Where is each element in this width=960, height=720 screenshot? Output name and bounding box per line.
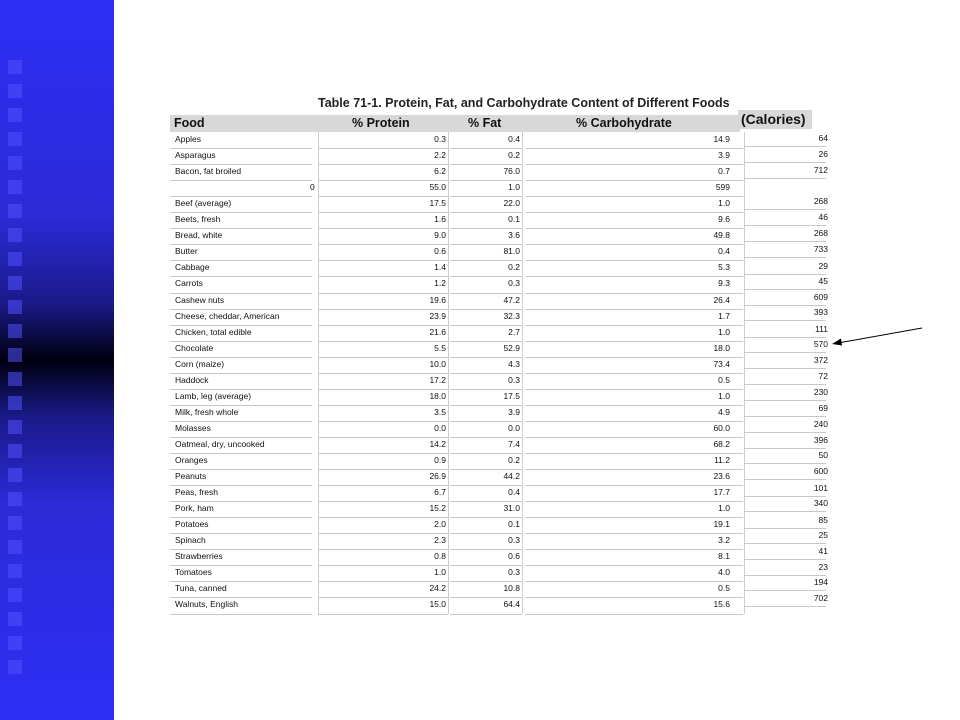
cell-food: Milk, fresh whole: [175, 406, 239, 417]
cell-fat: 81.0: [503, 246, 520, 257]
cell-fat: 32.3: [503, 310, 520, 321]
calorie-divider: [744, 162, 826, 163]
calorie-divider: [744, 479, 826, 480]
calorie-divider: [744, 463, 826, 464]
table-row: [170, 453, 745, 469]
calorie-divider: [744, 241, 826, 242]
cell-fat: 64.4: [503, 599, 520, 610]
calorie-divider: [744, 225, 826, 226]
cell-protein: 23.9: [429, 310, 446, 321]
table-row: [170, 260, 745, 276]
table-row: [170, 164, 745, 180]
table-row: [170, 501, 745, 517]
cell-protein: 2.0: [434, 519, 446, 530]
cell-carb: 0.7: [718, 166, 730, 177]
cell-carb: 68.2: [713, 438, 730, 449]
calorie-value: 46: [818, 212, 828, 222]
calorie-divider: [744, 511, 826, 512]
calorie-value: 26: [818, 149, 828, 159]
cell-carb: 1.0: [718, 326, 730, 337]
cell-protein: 15.0: [429, 599, 446, 610]
cell-carb: 15.6: [713, 599, 730, 610]
cell-carb: 9.3: [718, 278, 730, 289]
cell-carb: 26.4: [713, 294, 730, 305]
cell-carb: 60.0: [713, 422, 730, 433]
table-row: [170, 244, 745, 260]
cell-carb: 599: [715, 182, 730, 193]
cell-protein: 2.2: [434, 150, 446, 161]
cell-fat: 44.2: [503, 471, 520, 482]
cell-fat: 47.2: [503, 294, 520, 305]
cell-food: Butter: [175, 246, 198, 257]
cell-protein: 5.5: [434, 342, 446, 353]
table-row: [170, 517, 745, 533]
table-row: [170, 581, 745, 597]
calorie-divider: [744, 368, 826, 369]
cell-carb: 19.1: [713, 519, 730, 530]
table-row: [170, 341, 745, 357]
cell-protein: 15.2: [429, 503, 446, 514]
cell-carb: 4.0: [718, 567, 730, 578]
cell-food: Cashew nuts: [175, 294, 225, 305]
cell-food: Strawberries: [175, 551, 223, 562]
calorie-divider: [744, 543, 826, 544]
cell-fat: 0.3: [508, 374, 520, 385]
cell-carb: 5.3: [718, 262, 730, 273]
cell-fat: 0.4: [508, 134, 520, 144]
calorie-divider: [744, 289, 826, 290]
cell-carb: 49.8: [713, 230, 730, 241]
table-row: [170, 212, 745, 228]
table-row: [170, 485, 745, 501]
cell-food: Asparagus: [175, 150, 216, 161]
cell-fat: 0.2: [508, 150, 520, 161]
calorie-value: 45: [818, 276, 828, 286]
cell-protein: 0.6: [434, 246, 446, 257]
header-food: Food: [174, 116, 205, 130]
calorie-value: 268: [813, 228, 828, 238]
calorie-value: 396: [813, 435, 828, 445]
table-title: Table 71-1. Protein, Fat, and Carbohydrate Content of Different Foods: [318, 96, 730, 110]
table-header: [170, 115, 740, 132]
table-row: [170, 357, 745, 373]
cell-food: Peanuts: [175, 471, 207, 482]
cell-fat: 0.6: [508, 551, 520, 562]
cell-fat: 10.8: [503, 583, 520, 594]
cell-carb: 0.5: [718, 583, 730, 594]
cell-food: Beef (average): [175, 198, 232, 209]
cell-food: Haddock: [175, 374, 209, 385]
cell-protein: 24.2: [429, 583, 446, 594]
decorative-sidebar: [0, 0, 114, 720]
cell-fat: 7.4: [508, 438, 520, 449]
calorie-value: 340: [813, 498, 828, 508]
table-row: [170, 565, 745, 581]
cell-protein: 2.3: [434, 535, 446, 546]
table-row: [170, 293, 745, 309]
calorie-divider: [744, 432, 826, 433]
cell-food: Chicken, total edible: [175, 326, 252, 337]
cell-protein: 9.0: [434, 230, 446, 241]
calorie-divider: [744, 178, 826, 179]
cell-carb: 73.4: [713, 358, 730, 369]
cell-protein: 1.2: [434, 278, 446, 289]
calorie-divider: [744, 352, 826, 353]
table-row: [170, 421, 745, 437]
cell-food: Molasses: [175, 422, 211, 433]
calorie-divider: [744, 496, 826, 497]
cell-protein: 26.9: [429, 471, 446, 482]
cell-protein: 1.6: [434, 214, 446, 225]
table-row: [170, 469, 745, 485]
cell-marker: 0: [310, 182, 315, 193]
calorie-value: 268: [813, 196, 828, 206]
cell-carb: 0.4: [718, 246, 730, 257]
cell-protein: 17.5: [429, 198, 446, 209]
table-row: [170, 405, 745, 421]
cell-protein: 55.0: [429, 182, 446, 193]
cell-food: Bread, white: [175, 230, 223, 241]
calorie-value: 702: [813, 593, 828, 603]
cell-carb: 11.2: [714, 455, 730, 465]
table-row: [170, 180, 745, 196]
calorie-divider: [744, 590, 826, 591]
cell-fat: 76.0: [503, 166, 520, 177]
calorie-value: 72: [818, 371, 828, 381]
calorie-value: 25: [818, 530, 828, 540]
calorie-value: 50: [818, 450, 828, 460]
cell-fat: 0.0: [508, 422, 520, 433]
cell-carb: 1.7: [718, 310, 730, 321]
calorie-value: 570: [813, 339, 828, 349]
table-row: [170, 533, 745, 549]
table-row: [170, 325, 745, 341]
cell-protein: 10.0: [429, 358, 446, 369]
cell-carb: 4.9: [718, 406, 730, 417]
table-row: [170, 148, 745, 164]
calorie-value: 393: [813, 307, 828, 317]
calorie-divider: [744, 448, 826, 449]
cell-protein: 0.9: [434, 455, 446, 465]
cell-fat: 17.5: [503, 390, 520, 401]
calorie-divider: [744, 559, 826, 560]
header-carb: % Carbohydrate: [576, 116, 672, 130]
cell-protein: 18.0: [429, 390, 446, 401]
cell-fat: 0.3: [508, 278, 520, 289]
table-row: [170, 196, 745, 212]
calorie-value: 111: [815, 324, 828, 334]
calorie-divider: [744, 274, 826, 275]
cell-food: Apples: [175, 134, 201, 144]
calorie-divider: [744, 575, 826, 576]
cell-food: Corn (maize): [175, 358, 225, 369]
cell-protein: 19.6: [429, 294, 446, 305]
calorie-value: 101: [813, 483, 828, 493]
cell-food: Beets, fresh: [175, 214, 221, 225]
cell-protein: 0.3: [434, 134, 446, 144]
cell-food: Cheese, cheddar, American: [175, 310, 280, 321]
row-divider: [318, 614, 448, 615]
calorie-value: 733: [813, 244, 828, 254]
sidebar-squares: [8, 60, 26, 684]
cell-carb: 3.9: [718, 150, 730, 161]
cell-food: Tomatoes: [175, 567, 212, 578]
cell-food: Walnuts, English: [175, 599, 238, 610]
table-row: [170, 549, 745, 565]
cell-fat: 52.9: [503, 342, 520, 353]
cell-food: Cabbage: [175, 262, 210, 273]
cell-fat: 3.6: [508, 230, 520, 241]
calorie-divider: [744, 305, 826, 306]
cell-protein: 3.5: [434, 406, 446, 417]
table-row: [170, 276, 745, 292]
cell-carb: 9.6: [718, 214, 730, 225]
calorie-divider: [744, 400, 826, 401]
cell-protein: 1.4: [434, 262, 446, 273]
table-row: [170, 597, 745, 613]
cell-carb: 17.7: [713, 487, 730, 498]
table-row: [170, 309, 745, 325]
cell-food: Oranges: [175, 455, 208, 465]
cell-carb: 1.0: [718, 503, 730, 514]
table-row: [170, 132, 745, 148]
cell-carb: 1.0: [718, 198, 730, 209]
calorie-divider: [744, 209, 826, 210]
cell-protein: 6.7: [434, 487, 446, 498]
cell-fat: 0.2: [508, 455, 520, 465]
cell-protein: 14.2: [429, 438, 446, 449]
cell-carb: 8.1: [718, 551, 730, 562]
cell-carb: 18.0: [713, 342, 730, 353]
column-divider: [522, 132, 523, 614]
cell-protein: 17.2: [429, 374, 446, 385]
calorie-divider: [744, 337, 826, 338]
calorie-divider: [744, 384, 826, 385]
header-protein: % Protein: [352, 116, 410, 130]
cell-protein: 21.6: [429, 326, 446, 337]
calorie-divider: [744, 146, 826, 147]
column-divider: [318, 132, 319, 614]
table-row: [170, 228, 745, 244]
cell-food: Tuna, canned: [175, 583, 227, 594]
cell-fat: 3.9: [508, 406, 520, 417]
cell-fat: 0.1: [508, 214, 520, 225]
cell-food: Carrots: [175, 278, 203, 289]
calorie-value: 600: [813, 466, 828, 476]
calorie-value: 64: [818, 133, 828, 143]
row-divider: [525, 614, 743, 615]
cell-fat: 22.0: [503, 198, 520, 209]
calorie-value: 372: [813, 355, 828, 365]
cell-food: Oatmeal, dry, uncooked: [175, 438, 265, 449]
cell-fat: 0.3: [508, 535, 520, 546]
cell-protein: 0.0: [434, 422, 446, 433]
arrow-pointer-icon: [830, 325, 925, 350]
cell-food: Potatoes: [175, 519, 209, 530]
calorie-divider: [744, 606, 826, 607]
calorie-value: 29: [818, 261, 828, 271]
cell-food: Lamb, leg (average): [175, 390, 252, 401]
cell-fat: 2.7: [508, 326, 520, 337]
cell-carb: 0.5: [718, 374, 730, 385]
table-row: [170, 437, 745, 453]
cell-food: Chocolate: [175, 342, 214, 353]
calories-header: [738, 110, 812, 129]
calorie-divider: [744, 528, 826, 529]
cell-food: Bacon, fat broiled: [175, 166, 242, 177]
calorie-value: 85: [818, 515, 828, 525]
table-row: [170, 373, 745, 389]
cell-fat: 31.0: [503, 503, 520, 514]
calorie-value: 240: [813, 419, 828, 429]
cell-fat: 0.1: [508, 519, 520, 530]
row-divider: [450, 614, 522, 615]
calorie-value: 194: [813, 577, 828, 587]
cell-fat: 4.3: [508, 358, 520, 369]
calorie-value: 609: [813, 292, 828, 302]
cell-carb: 1.0: [718, 390, 730, 401]
calorie-divider: [744, 257, 826, 258]
cell-protein: 1.0: [434, 567, 446, 578]
calorie-value: 23: [818, 562, 828, 572]
calorie-value: 712: [813, 165, 828, 175]
calorie-value: 69: [818, 403, 828, 413]
calorie-divider: [744, 320, 826, 321]
calories-header-label: (Calories): [741, 111, 806, 127]
cell-protein: 6.2: [434, 166, 446, 177]
cell-fat: 0.4: [508, 487, 520, 498]
calorie-value: 41: [818, 546, 828, 556]
cell-fat: 1.0: [508, 182, 520, 193]
table-row: [170, 389, 745, 405]
row-divider: [170, 614, 312, 615]
cell-protein: 0.8: [434, 551, 446, 562]
calorie-value: 230: [813, 387, 828, 397]
cell-food: Pork, ham: [175, 503, 214, 514]
column-divider: [448, 132, 449, 614]
cell-fat: 0.3: [508, 567, 520, 578]
calorie-divider: [744, 416, 826, 417]
header-fat: % Fat: [468, 116, 502, 130]
cell-carb: 23.6: [713, 471, 730, 482]
cell-fat: 0.2: [508, 262, 520, 273]
cell-food: Spinach: [175, 535, 206, 546]
cell-carb: 14.9: [713, 134, 730, 144]
cell-food: Peas, fresh: [175, 487, 218, 498]
cell-carb: 3.2: [718, 535, 730, 546]
